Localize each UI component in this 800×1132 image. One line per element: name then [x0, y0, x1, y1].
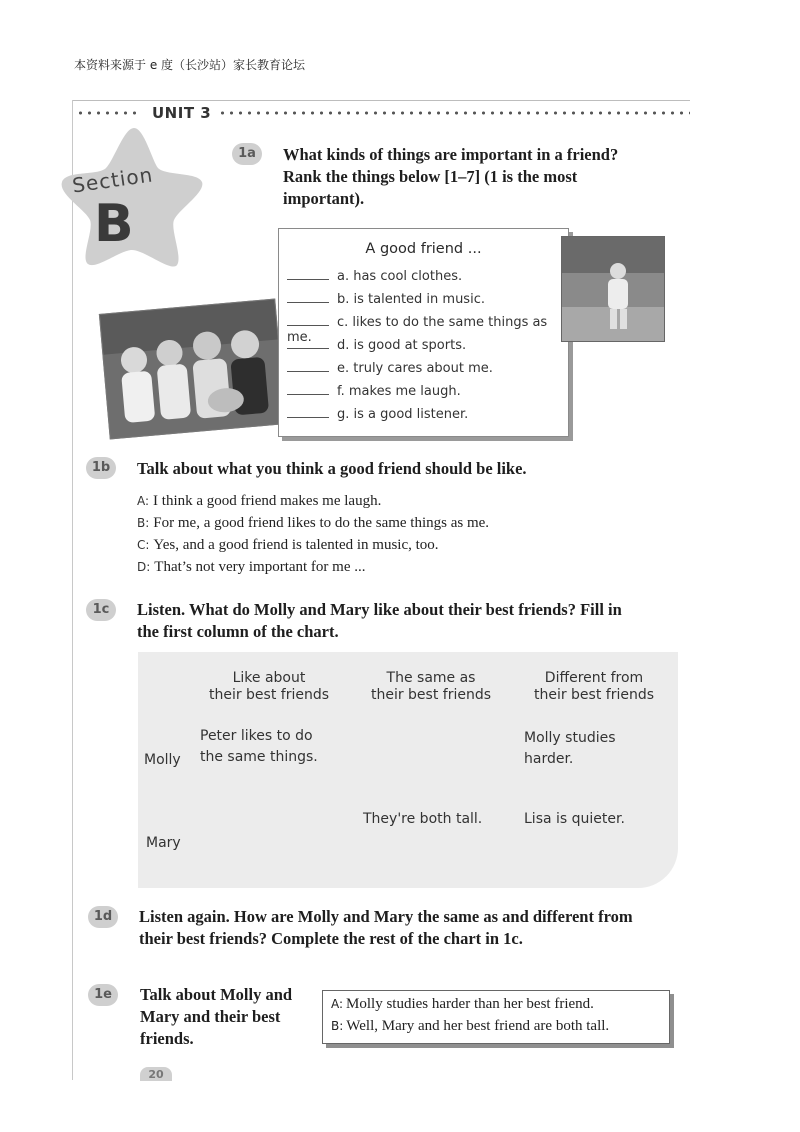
rank-blank[interactable]	[287, 382, 329, 395]
dialogue-text: Yes, and a good friend is talented in music, too.	[153, 537, 439, 553]
chart-column-header	[346, 670, 516, 704]
chart-cell-like	[200, 726, 318, 768]
rank-item-text: b. is talented in music.	[337, 292, 485, 307]
instruction-1e	[140, 984, 292, 1050]
cell-line: harder.	[524, 751, 574, 767]
instruction-line: Listen again. How are Molly and Mary the same as and different from	[139, 907, 633, 926]
exercise-badge-1a: 1a	[232, 143, 262, 165]
section-label: Section	[70, 162, 155, 198]
rank-item-text: g. is a good listener.	[337, 407, 469, 422]
dotted-rule-left	[76, 111, 142, 115]
dotted-rule-right	[218, 111, 690, 115]
chart-row-label: Molly	[144, 752, 181, 768]
rank-blank[interactable]	[287, 359, 329, 372]
example-dialogue-box	[322, 990, 670, 1044]
instruction-1d	[139, 906, 633, 950]
exercise-badge-1e: 1e	[88, 984, 118, 1006]
column-header-line: Like about	[232, 670, 306, 686]
rank-item	[287, 405, 468, 425]
rank-item	[287, 313, 568, 345]
dialogue-text: That’s not very important for me ...	[154, 559, 366, 575]
rank-item	[287, 267, 462, 287]
instruction-1b: Talk about what you think a good friend should be like.	[137, 459, 527, 478]
dialogue-text: Molly studies harder than her best friend.	[346, 996, 594, 1012]
dialogue-text: Well, Mary and her best friend are both tall.	[346, 1018, 610, 1034]
rank-blank[interactable]	[287, 336, 329, 349]
rank-blank[interactable]	[287, 290, 329, 303]
speaker-label: B:	[137, 516, 150, 530]
unit-title: UNIT 3	[152, 104, 212, 122]
rank-item	[287, 382, 461, 402]
exercise-badge-1c: 1c	[86, 599, 116, 621]
column-header-line: The same as	[386, 670, 476, 686]
column-header-line: their best friends	[370, 687, 492, 703]
good-friend-box	[278, 228, 569, 437]
rank-item	[287, 290, 485, 310]
dialogue-line	[137, 513, 489, 535]
rank-item-text: e. truly cares about me.	[337, 361, 493, 376]
rank-item-text: f. makes me laugh.	[337, 384, 461, 399]
instruction-1c	[137, 599, 622, 643]
instruction-line: friends.	[140, 1029, 194, 1048]
speaker-label: A:	[137, 494, 150, 508]
box-title: A good friend ...	[365, 241, 482, 257]
rank-item	[287, 336, 466, 356]
instruction-line: Talk about Molly and	[140, 985, 293, 1004]
chart-cell-same: They're both tall.	[363, 811, 483, 827]
dialogue-line	[331, 1016, 609, 1037]
chart-cell-different: Lisa is quieter.	[524, 811, 625, 827]
speaker-label: C:	[137, 538, 150, 552]
chart-column-header	[509, 670, 679, 704]
column-header-line: their best friends	[533, 687, 655, 703]
speaker-label: B:	[331, 1019, 344, 1033]
instruction-1a	[283, 144, 618, 210]
section-letter: B	[94, 194, 134, 254]
instruction-line: Mary and their best	[140, 1007, 281, 1026]
page-number: 20	[140, 1067, 172, 1081]
column-header-line: their best friends	[208, 687, 330, 703]
column-header-line: Different from	[544, 670, 644, 686]
cell-line: Molly studies	[524, 730, 616, 746]
exercise-badge-1d: 1d	[88, 906, 118, 928]
photo-friends	[99, 299, 286, 440]
rank-blank[interactable]	[287, 405, 329, 418]
chart-cell-different	[524, 728, 616, 770]
photo-baseball-player	[561, 236, 665, 342]
source-watermark: 本资料来源于 e 度（长沙站）家长教育论坛	[74, 58, 306, 72]
exercise-badge-1b: 1b	[86, 457, 116, 479]
cell-line: Peter likes to do	[200, 728, 313, 744]
rank-blank[interactable]	[287, 313, 329, 326]
speaker-label: A:	[331, 997, 344, 1011]
dialogue-line	[331, 994, 594, 1015]
top-rule	[72, 100, 690, 101]
instruction-line: What kinds of things are important in a friend?	[283, 145, 619, 164]
speaker-label: D:	[137, 560, 151, 574]
rank-blank[interactable]	[287, 267, 329, 280]
instruction-line: Listen. What do Molly and Mary like about their best friends? Fill in	[137, 600, 622, 619]
chart-column-header	[184, 670, 354, 704]
chart-row-label: Mary	[146, 835, 181, 851]
instruction-line: their best friends? Complete the rest of the chart in 1c.	[139, 929, 523, 948]
dialogue-line	[137, 535, 439, 557]
rank-item-text: c. likes to do the same things as me.	[287, 315, 548, 345]
dialogue-text: For me, a good friend likes to do the same things as me.	[153, 515, 490, 531]
dialogue-text: I think a good friend makes me laugh.	[153, 493, 382, 509]
dialogue-line	[137, 557, 366, 579]
dialogue-line	[137, 491, 381, 513]
rank-item-text: d. is good at sports.	[337, 338, 467, 353]
instruction-line: the first column of the chart.	[137, 622, 339, 641]
cell-line: the same things.	[200, 749, 318, 765]
rank-item	[287, 359, 493, 379]
instruction-line: Rank the things below [1–7] (1 is the most	[283, 167, 578, 186]
instruction-line: important).	[283, 189, 365, 208]
rank-item-text: a. has cool clothes.	[337, 269, 463, 284]
